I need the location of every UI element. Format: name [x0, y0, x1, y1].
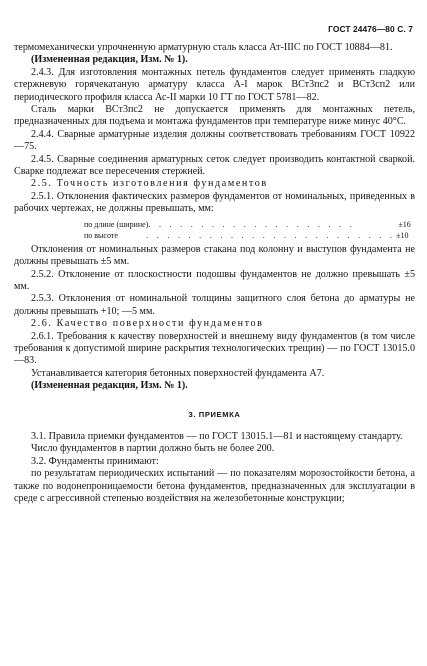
edition-note: (Измененная редакция, Изм. № 1). [31, 380, 188, 392]
paragraph: по результатам периодических испытаний — по показателям морозостойкости бетона, а также по водонепроницаемости бетона фундаментов, предназначенных для эксплуатации в среде с агрессивной степенью воздействия на железобетонные конструкции; [14, 468, 415, 504]
page-header: ГОСТ 24476—80 С. 7 [328, 24, 413, 34]
paragraph: 2.5.1. Отклонения фактических размеров фундаментов от номинальных, приведенных в рабочих чертежах, не должны превышать, мм: [14, 190, 415, 215]
paragraph: 2.4.3. Для изготовления монтажных петель фундаментов следует применять гладкую стержневую горячекатаную арматуру класса А-I марок ВСт3пс2 и ВСт3сп2 или периодического профиля класса Ас-II марки 10 ГТ по ГОСТ 5781—82. [14, 66, 415, 103]
tolerance-label: по высоте [84, 230, 118, 240]
tolerance-row [84, 230, 415, 241]
tolerance-list [84, 219, 415, 241]
paragraph: 3.2. Фундаменты принимают: [31, 455, 159, 467]
paragraph: 2.4.5. Сварные соединения арматурных сеток следует производить контактной сваркой. Сварке подлежат все пересечения стержней. [14, 153, 415, 178]
paragraph: Сталь марки ВСт3пс2 не допускается применять для монтажных петель, предназначенных для подъема и монтажа фундаментов при температуре ниже минус 40°С. [14, 104, 415, 128]
leader-dots: . . . . . . . . . . . . . . . . . . . . . . . . [146, 230, 396, 240]
document-body [14, 42, 415, 505]
section-heading-2-5: 2.5. Точность изготовления фундаментов [31, 178, 268, 190]
paragraph: Отклонения от номинальных размеров стакана под колонну и выступов фундамента не должны превышать ±5 мм. [14, 243, 415, 268]
paragraph: Число фундаментов в партии должно быть не более 200. [31, 443, 275, 455]
paragraph: 2.5.2. Отклонение от плоскостности подошвы фундаментов не должно превышать ±5 мм. [14, 268, 415, 292]
tolerance-row [84, 219, 415, 230]
section-title-acceptance: 3. ПРИЕМКА [188, 409, 241, 419]
leader-dots: . . . . . . . . . . . . . . . . . . . . [148, 219, 356, 229]
tolerance-label: по длине (ширине) [84, 219, 149, 229]
paragraph: Устанавливается категория бетонных поверхностей фундамента А7. [31, 367, 325, 379]
paragraph: 2.6.1. Требования к качеству поверхностей и внешнему виду фундаментов (в том числе требования к допустимой ширине раскрытия технологических трещин) — по ГОСТ 13015.0—83. [14, 330, 415, 367]
tolerance-value: ±10 [396, 230, 409, 240]
paragraph: 3.1. Правила приемки фундаментов — по ГОСТ 13015.1—81 и настоящему стандарту. [31, 430, 403, 442]
paragraph: 2.4.4. Сварные арматурные изделия должны соответствовать требованиям ГОСТ 10922—75. [14, 128, 415, 153]
edition-note: (Измененная редакция, Изм. № 1). [31, 54, 188, 66]
section-heading-2-6: 2.6. Качество поверхности фундаментов [31, 318, 264, 330]
paragraph: термомеханически упрочненную арматурную сталь класса Ат-IIIС по ГОСТ 10884—81. [14, 42, 393, 53]
paragraph: 2.5.3. Отклонения от номинальной толщины защитного слоя бетона до арматуры не должны превышать +10; —5 мм. [14, 293, 415, 317]
tolerance-value: ±16 [398, 219, 411, 229]
